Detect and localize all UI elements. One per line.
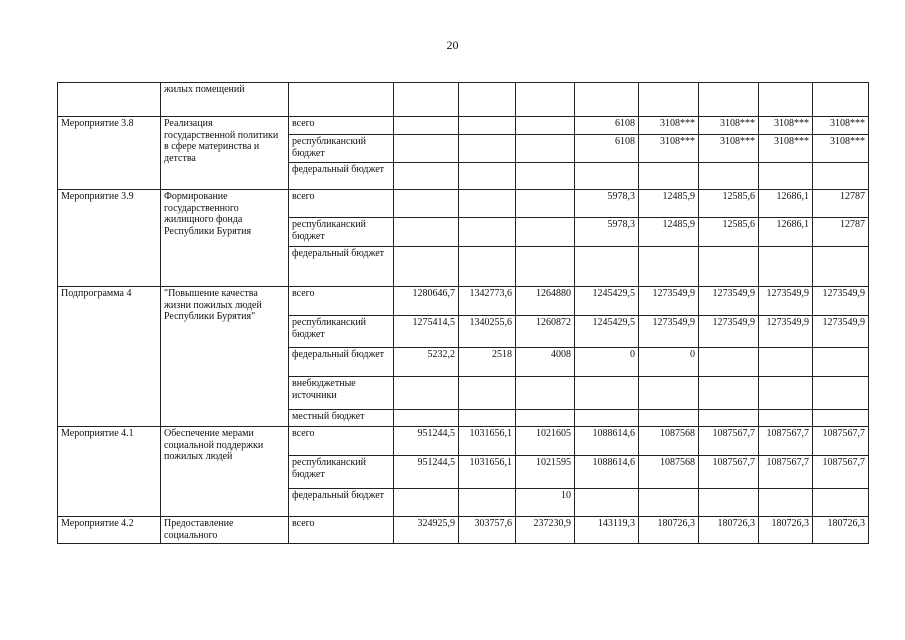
table-cell-value <box>459 377 516 410</box>
table-cell-value: 1021605 <box>516 427 575 456</box>
table-cell-value <box>699 163 759 190</box>
table-cell-value: 3108*** <box>813 117 869 135</box>
table-cell-value <box>394 83 459 117</box>
table-cell-value <box>699 83 759 117</box>
table-row <box>58 83 869 117</box>
table-cell-value <box>516 163 575 190</box>
table-cell-value <box>759 348 813 377</box>
table-cell-value: 951244,5 <box>394 456 459 489</box>
table-cell-value <box>394 489 459 517</box>
table-cell-label: республиканский бюджет <box>289 316 394 348</box>
table-cell-value <box>459 135 516 163</box>
table-cell-value: 1021595 <box>516 456 575 489</box>
table-cell-value <box>459 489 516 517</box>
table-cell-value <box>575 83 639 117</box>
table-cell-value: 1087568 <box>639 456 699 489</box>
table-cell-value <box>459 83 516 117</box>
table-cell-value: 3108*** <box>699 135 759 163</box>
table-cell-value: 1273549,9 <box>639 287 699 316</box>
table-cell-value <box>394 190 459 218</box>
table-row <box>58 190 869 218</box>
table-cell-value <box>575 163 639 190</box>
table-cell-value <box>813 489 869 517</box>
table-cell-label: местный бюджет <box>289 410 394 427</box>
table-cell-label: Мероприятие 3.9 <box>58 190 161 287</box>
table-cell-value <box>759 489 813 517</box>
table-cell-value: 1275414,5 <box>394 316 459 348</box>
table-cell-value: 1088614,6 <box>575 456 639 489</box>
table-cell-value: 180726,3 <box>699 517 759 544</box>
table-cell-label: всего <box>289 517 394 544</box>
table-cell-value: 12787 <box>813 190 869 218</box>
table-cell-value <box>813 163 869 190</box>
table-cell-label: Мероприятие 4.1 <box>58 427 161 517</box>
table-cell-value <box>813 410 869 427</box>
table-cell-value <box>459 163 516 190</box>
table-cell-value <box>575 489 639 517</box>
table-cell-value <box>516 117 575 135</box>
table-cell-value <box>459 190 516 218</box>
table-cell-value <box>394 247 459 287</box>
table-cell-label: Подпрограмма 4 <box>58 287 161 427</box>
table-cell-value <box>699 410 759 427</box>
table-cell-value <box>813 83 869 117</box>
table-cell-value: 3108*** <box>699 117 759 135</box>
table-cell-value: 3108*** <box>639 117 699 135</box>
table-cell-value: 12485,9 <box>639 218 699 247</box>
table-cell-value: 12787 <box>813 218 869 247</box>
budget-table <box>57 82 869 544</box>
table-cell-value <box>516 218 575 247</box>
table-cell-value <box>575 377 639 410</box>
table-cell-value: 1087568 <box>639 427 699 456</box>
table-cell-value <box>575 410 639 427</box>
table-cell-value: 5232,2 <box>394 348 459 377</box>
page-number: 20 <box>446 38 459 52</box>
table-cell-value: 1342773,6 <box>459 287 516 316</box>
table-cell-value <box>759 83 813 117</box>
table-cell-label: Обеспечение мерами социальной поддержки пожилых людей <box>161 427 289 517</box>
table-cell-value <box>759 163 813 190</box>
table-cell-value <box>459 218 516 247</box>
table-row <box>58 427 869 456</box>
table-cell-value: 1273549,9 <box>639 316 699 348</box>
table-cell-value: 12585,6 <box>699 218 759 247</box>
table-row <box>58 117 869 135</box>
table-cell-value: 12585,6 <box>699 190 759 218</box>
table-cell-label: всего <box>289 190 394 218</box>
table-cell-value: 1087567,7 <box>813 456 869 489</box>
table-cell-value: 1264880 <box>516 287 575 316</box>
table-cell-value <box>459 410 516 427</box>
table-cell-label: Предоставление социального <box>161 517 289 544</box>
table-cell-value: 1273549,9 <box>699 316 759 348</box>
table-cell-label: жилых помещений <box>161 83 289 117</box>
table-cell-value: 324925,9 <box>394 517 459 544</box>
table-cell-value: 5978,3 <box>575 218 639 247</box>
table-cell-value: 1273549,9 <box>813 316 869 348</box>
table-cell-value: 1340255,6 <box>459 316 516 348</box>
table-cell-value <box>459 117 516 135</box>
table-cell-value: 1088614,6 <box>575 427 639 456</box>
table-cell-value: 1087567,7 <box>699 427 759 456</box>
table-cell-label: Формирование государственного жилищного фонда Республики Бурятия <box>161 190 289 287</box>
table-cell-value <box>516 377 575 410</box>
table-cell-value: 12686,1 <box>759 190 813 218</box>
table-cell-value: 1273549,9 <box>759 287 813 316</box>
table-cell-value <box>394 377 459 410</box>
table-cell-value: 0 <box>639 348 699 377</box>
table-cell-value: 1031656,1 <box>459 427 516 456</box>
table-cell-value: 1245429,5 <box>575 316 639 348</box>
table-cell-value <box>516 247 575 287</box>
table-cell-value: 3108*** <box>813 135 869 163</box>
table-cell-value <box>639 163 699 190</box>
table-cell-value <box>459 247 516 287</box>
table-cell-value <box>639 247 699 287</box>
table-cell-value: 3108*** <box>759 135 813 163</box>
table-cell-label: всего <box>289 427 394 456</box>
table-cell-value: 180726,3 <box>813 517 869 544</box>
table-cell-value <box>394 218 459 247</box>
table-cell-value: 3108*** <box>759 117 813 135</box>
table-cell-value <box>813 348 869 377</box>
table-cell-value: 6108 <box>575 117 639 135</box>
table-cell-value: 1087567,7 <box>699 456 759 489</box>
table-cell-value <box>575 247 639 287</box>
table-cell-value <box>639 489 699 517</box>
table-cell-value: 6108 <box>575 135 639 163</box>
table-row <box>58 517 869 544</box>
table-cell-value: 5978,3 <box>575 190 639 218</box>
table-cell-value: 4008 <box>516 348 575 377</box>
table-cell-value <box>394 117 459 135</box>
table-cell-value: 303757,6 <box>459 517 516 544</box>
table-cell-value: 3108*** <box>639 135 699 163</box>
table-cell-value: 10 <box>516 489 575 517</box>
table-cell-value <box>394 163 459 190</box>
table-cell-label: федеральный бюджет <box>289 348 394 377</box>
table-cell-label <box>58 83 161 117</box>
table-cell-label: Мероприятие 4.2 <box>58 517 161 544</box>
table-cell-value: 180726,3 <box>639 517 699 544</box>
table-cell-label: "Повышение качества жизни пожилых людей Республики Бурятия" <box>161 287 289 427</box>
table-cell-label: республиканский бюджет <box>289 135 394 163</box>
table-cell-value: 180726,3 <box>759 517 813 544</box>
table-cell-label: всего <box>289 287 394 316</box>
table-row <box>58 287 869 316</box>
table-cell-value <box>759 410 813 427</box>
table-cell-value <box>639 410 699 427</box>
table-cell-value: 1087567,7 <box>759 427 813 456</box>
table-cell-value <box>813 377 869 410</box>
table-cell-value <box>394 135 459 163</box>
table-cell-label: Мероприятие 3.8 <box>58 117 161 190</box>
table-cell-label: Реализация государственной политики в сфере материнства и детства <box>161 117 289 190</box>
table-cell-value <box>759 377 813 410</box>
table-cell-value <box>813 247 869 287</box>
table-cell-value: 12686,1 <box>759 218 813 247</box>
budget-table-body <box>58 83 869 544</box>
table-cell-label: федеральный бюджет <box>289 489 394 517</box>
table-cell-value <box>516 190 575 218</box>
table-cell-value <box>699 247 759 287</box>
table-cell-value: 1031656,1 <box>459 456 516 489</box>
table-cell-value: 1245429,5 <box>575 287 639 316</box>
table-cell-label: всего <box>289 117 394 135</box>
table-cell-value: 143119,3 <box>575 517 639 544</box>
table-cell-value <box>516 83 575 117</box>
table-cell-value <box>759 247 813 287</box>
table-cell-value <box>699 348 759 377</box>
table-cell-value: 12485,9 <box>639 190 699 218</box>
table-cell-value <box>516 135 575 163</box>
table-cell-value: 1087567,7 <box>759 456 813 489</box>
table-cell-value <box>394 410 459 427</box>
table-cell-label <box>289 83 394 117</box>
table-cell-value <box>639 377 699 410</box>
table-cell-label: внебюджетные источники <box>289 377 394 410</box>
table-cell-value: 951244,5 <box>394 427 459 456</box>
table-cell-label: федеральный бюджет <box>289 163 394 190</box>
table-cell-value <box>516 410 575 427</box>
table-cell-value: 2518 <box>459 348 516 377</box>
table-cell-value: 1273549,9 <box>759 316 813 348</box>
table-cell-label: федеральный бюджет <box>289 247 394 287</box>
table-cell-value: 1260872 <box>516 316 575 348</box>
table-cell-value: 1087567,7 <box>813 427 869 456</box>
table-cell-label: республиканский бюджет <box>289 218 394 247</box>
table-cell-value <box>699 489 759 517</box>
table-cell-label: республиканский бюджет <box>289 456 394 489</box>
table-cell-value: 0 <box>575 348 639 377</box>
table-cell-value: 1273549,9 <box>699 287 759 316</box>
table-cell-value: 1273549,9 <box>813 287 869 316</box>
table-cell-value: 237230,9 <box>516 517 575 544</box>
table-cell-value <box>639 83 699 117</box>
table-cell-value <box>699 377 759 410</box>
table-cell-value: 1280646,7 <box>394 287 459 316</box>
